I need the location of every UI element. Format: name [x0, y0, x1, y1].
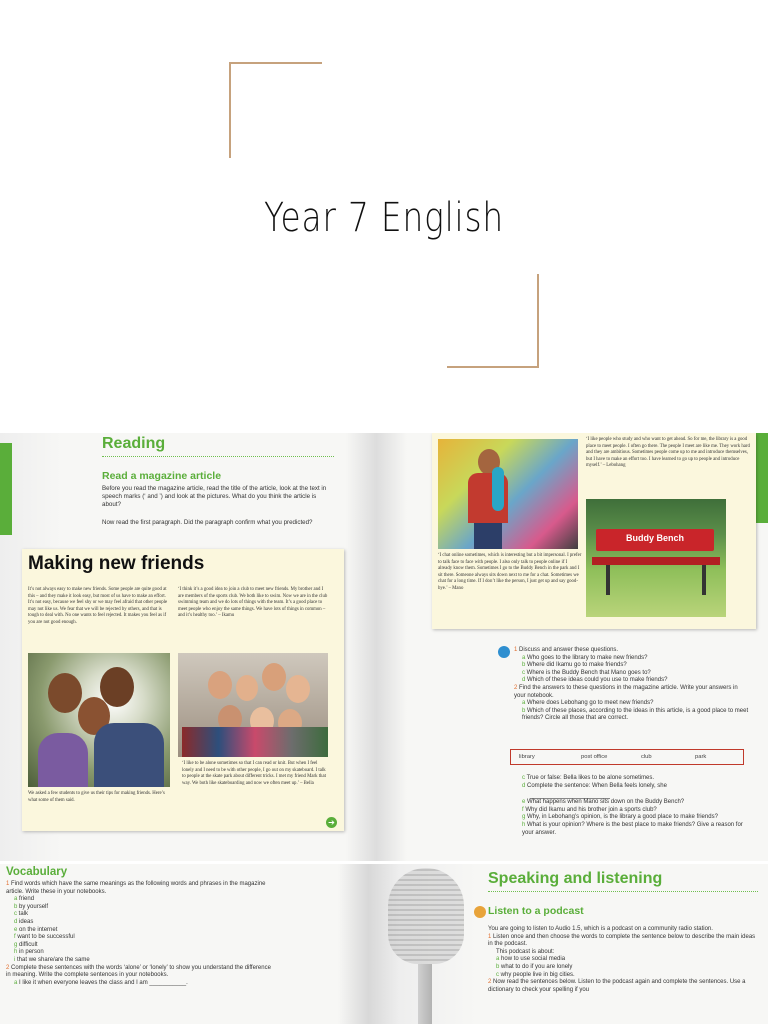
quote-lebohang: ‘I like people who study and who want to get ahead. So for me, the library is a good place to meet people. I often go there. The people I meet are like me. They work hard and they are ambitious. Sometimes people come up to me and introduce themselves, but I have to make an effort too. I have learned to go up to people and introduce myself.’ – Lebohang — [586, 437, 750, 469]
q2h: What is your opinion? Where is the best place to make friends? Give a reason for your answer. — [522, 821, 743, 836]
girl-graffiti-photo — [438, 439, 578, 549]
places-box — [510, 749, 744, 765]
q2f: Why did Ikamu and his brother join a sports club? — [525, 806, 657, 813]
student-shirt — [94, 723, 164, 787]
reading-heading: Reading — [102, 435, 334, 457]
q1c: Where is the Buddy Bench that Mano goes to? — [526, 669, 651, 676]
q2a: Where does Lebohang go to meet new friends? — [527, 700, 654, 707]
q2: Find the answers to these questions in the magazine article. Write your answers in your notebook. — [514, 684, 738, 699]
student-face — [48, 673, 82, 713]
group-photo — [178, 653, 328, 757]
article-column-2: ‘I think it’s a good idea to join a club to meet new friends. My brother and I are members of the sports club. We both like to swim. Now we are in the club swimming team and we do lots of things with the team. It’s a good place to meet people who enjoy the same things. We have lots of things in common – and it’s healthy too.’ – Ikamu — [178, 587, 328, 619]
reading-intro-2: Now read the first paragraph. Did the paragraph confirm what you predicted? — [102, 519, 313, 526]
speaking-questions: You are going to listen to Audio 1.5, which is a podcast on a community radio station. 1 Listen once and then choose the words to complete the sentence below to describe the main ideas in the podcast. This podcast is about: a how to use social media b what to do if you are lonely c why people live in big cities. 2 Now read the sentences below. Listen to the podcast again and complete the sentences. Use a dictionary to check your spelling if you — [488, 926, 760, 994]
student-face — [100, 667, 134, 707]
vocabulary-heading: Vocabulary — [6, 866, 68, 878]
textbook-spread-bottom — [0, 864, 768, 1024]
next-arrow-icon[interactable]: ➔ — [326, 817, 337, 828]
podcast-icon — [474, 906, 486, 918]
article-box — [22, 549, 344, 831]
place-option: club — [641, 754, 652, 760]
students-photo — [28, 653, 170, 787]
vocab-q2a: I like it when everyone leaves the class and I am ___________. — [19, 979, 188, 986]
place-option: park — [695, 754, 707, 760]
q2d: Complete the sentence: When Bella feels lonely, she — [527, 782, 667, 789]
speaking-q2: Now read the sentences below. Listen to the podcast again and complete the sentences. Use a dictionary to check your spelling if you — [488, 979, 746, 993]
questions-continued: c True or false: Bella likes to be alone sometimes. d Complete the sentence: When Bella feels lonely, she e What happens when Mano sits down on the Buddy Bench? f Why did Ikamu and his brother join a sports club? g Why, in Lebohang’s opinion, is the library a good place to make friends? h What is your opinion? Where is the best place to make friends? Give a reason for your answer. — [522, 775, 743, 836]
student-shirt — [38, 733, 88, 787]
friend-face — [236, 675, 258, 701]
left-edge-bar — [0, 443, 12, 535]
vocab-q1: Find words which have the same meanings as the following words and phrases in the magazine article. Write these in your notebooks. — [6, 881, 266, 895]
discussion-icon — [498, 646, 510, 658]
q1: Discuss and answer these questions. — [519, 647, 619, 653]
reading-subheading: Read a magazine article — [102, 470, 222, 482]
speaking-subheading: Listen to a podcast — [488, 905, 584, 917]
speaking-q1: Listen once and then choose the words to complete the sentence below to describe the main ideas in the podcast. — [488, 933, 756, 948]
q2g: Why, in Lebohang’s opinion, is the library a good place to make friends? — [527, 814, 718, 821]
vocab-q2: Complete these sentences with the words ‘alone’ or ‘lonely’ to show you understand the difference in meaning. Write the complete sentences in your notebooks. — [6, 964, 271, 979]
caption-intro: We asked a few students to give us their tips for making friends. Here’s what some of them said. — [28, 791, 165, 803]
vocab-item: want to be successful — [17, 934, 75, 941]
q2b: Which of these places, according to the ideas in this article, is a good place to meet friends? Circle all those that are correct. — [522, 707, 749, 722]
speaking-heading: Speaking and listening — [488, 870, 758, 892]
q1a: Who goes to the library to make new friends? — [527, 654, 648, 661]
mic-stand — [418, 964, 432, 1024]
vocab-item: on the internet — [19, 926, 58, 933]
corner-bracket-bottom — [447, 366, 539, 368]
speaking-q1b: what to do if you are lonely — [501, 963, 573, 970]
corner-bracket-top-vertical — [229, 62, 231, 158]
reading-intro-1: Before you read the magazine article, read the title of the article, look at the text in speech marks (‘ and ’) and look at the pictures. What do you think the article is about? — [102, 485, 327, 509]
friend-face — [208, 671, 232, 699]
mic-head — [388, 868, 464, 964]
speaking-q1c: why people live in big cities. — [500, 971, 575, 978]
vocabulary-list: 1 Find words which have the same meanings as the following words and phrases in the magazine article. Write these in your notebooks. a friend b by yourself c talk d ideas e on the internet f want to be successful g difficult h in person i that we share/are the same 2 Complete these sentences with the words ‘alone’ or ‘lonely’ to show you understand the difference in meaning. Write the complete sentences in your notebooks. a I like it when everyone leaves the class and I am ___________. — [6, 881, 271, 986]
bench-leg — [702, 565, 706, 595]
article-column-1: It’s not always easy to make new friends. Some people are quite good at this – and they make it look easy, but most of us have to make an effort. It’s not easy, because we feel shy or we may feel afraid that other people may not like us. We fear that we will be rejected by others, and that is tough to deal with. No one wants to feel rejected. It makes you feel as if you are not good enough. — [28, 587, 168, 625]
caption-bella: ‘I like to be alone sometimes so that I can read or knit. But when I feel lonely and I need to be with other people, I go out on my skateboard. I talk to people at the skate park about different tricks. I met my friend Mark that way. We both like skateboarding and now we often meet up.’ – Bella — [182, 761, 326, 786]
place-option: library — [519, 754, 535, 760]
article-title: Making new friends — [28, 553, 205, 574]
q1b: Where did Ikamu go to make friends? — [527, 662, 627, 669]
vocab-item: difficult — [19, 941, 38, 948]
right-edge-bar — [756, 433, 768, 523]
quotes-box — [432, 433, 756, 629]
corner-bracket-top — [230, 62, 322, 64]
questions: 1 Discuss and answer these questions. a Who goes to the library to make new friends? b Where did Ikamu go to make friends? c Where is the Buddy Bench that Mano goes to? d Which of these ideas could you use to make friends? 2 Find the answers to these questions in the magazine article. Write your answers in your notebook. a Where does Lebohang go to meet new friends? b Which of these places, according to the ideas in this article, is a good place to meet friends? Circle all those that are correct. — [514, 647, 749, 722]
q2e: What happens when Mano sits down on the Buddy Bench? — [527, 799, 685, 806]
vocab-item: in person — [19, 949, 44, 956]
quote-mano: ‘I chat online sometimes, which is interesting but a bit impersonal. I prefer to talk face to face with people. I also only talk to people online if I already know them. Sometimes I go to the Buddy Bench in the park and I sit there. Someone always sits down next to me for a chat. Sometimes we chat for a long time. If I don’t like the person, I just get up and say good-bye.’ – Mano — [438, 553, 582, 591]
bench-leg — [606, 565, 610, 595]
speaking-q1a: how to use social media — [501, 956, 566, 963]
bench-seat — [592, 557, 720, 565]
bench-sign-text: Buddy Bench — [625, 533, 684, 543]
q2c: True or false: Bella likes to be alone sometimes. — [526, 775, 655, 781]
girl-legs — [474, 523, 502, 549]
place-option: post office — [581, 754, 608, 760]
buddy-bench-photo — [586, 499, 726, 617]
vocab-item: by yourself — [19, 903, 49, 910]
skateboard — [492, 467, 504, 511]
textbook-spread — [0, 433, 768, 861]
friend-face — [262, 663, 286, 691]
vocab-item: ideas — [19, 918, 34, 925]
friend-face — [286, 675, 310, 703]
vocab-item: that we share/are the same — [17, 956, 90, 963]
vocab-item: talk — [18, 911, 29, 918]
q1d: Which of these ideas could you use to make friends? — [527, 677, 668, 684]
friend-shirts — [182, 727, 328, 757]
slide-title: Year 7 English — [264, 195, 504, 241]
speaking-q1-stem: This podcast is about: — [496, 948, 555, 955]
microphone-image — [378, 868, 474, 1024]
vocab-item: friend — [19, 896, 35, 903]
speaking-intro: You are going to listen to Audio 1.5, which is a podcast on a community radio station. — [488, 926, 713, 932]
corner-bracket-bottom-vertical — [537, 274, 539, 368]
